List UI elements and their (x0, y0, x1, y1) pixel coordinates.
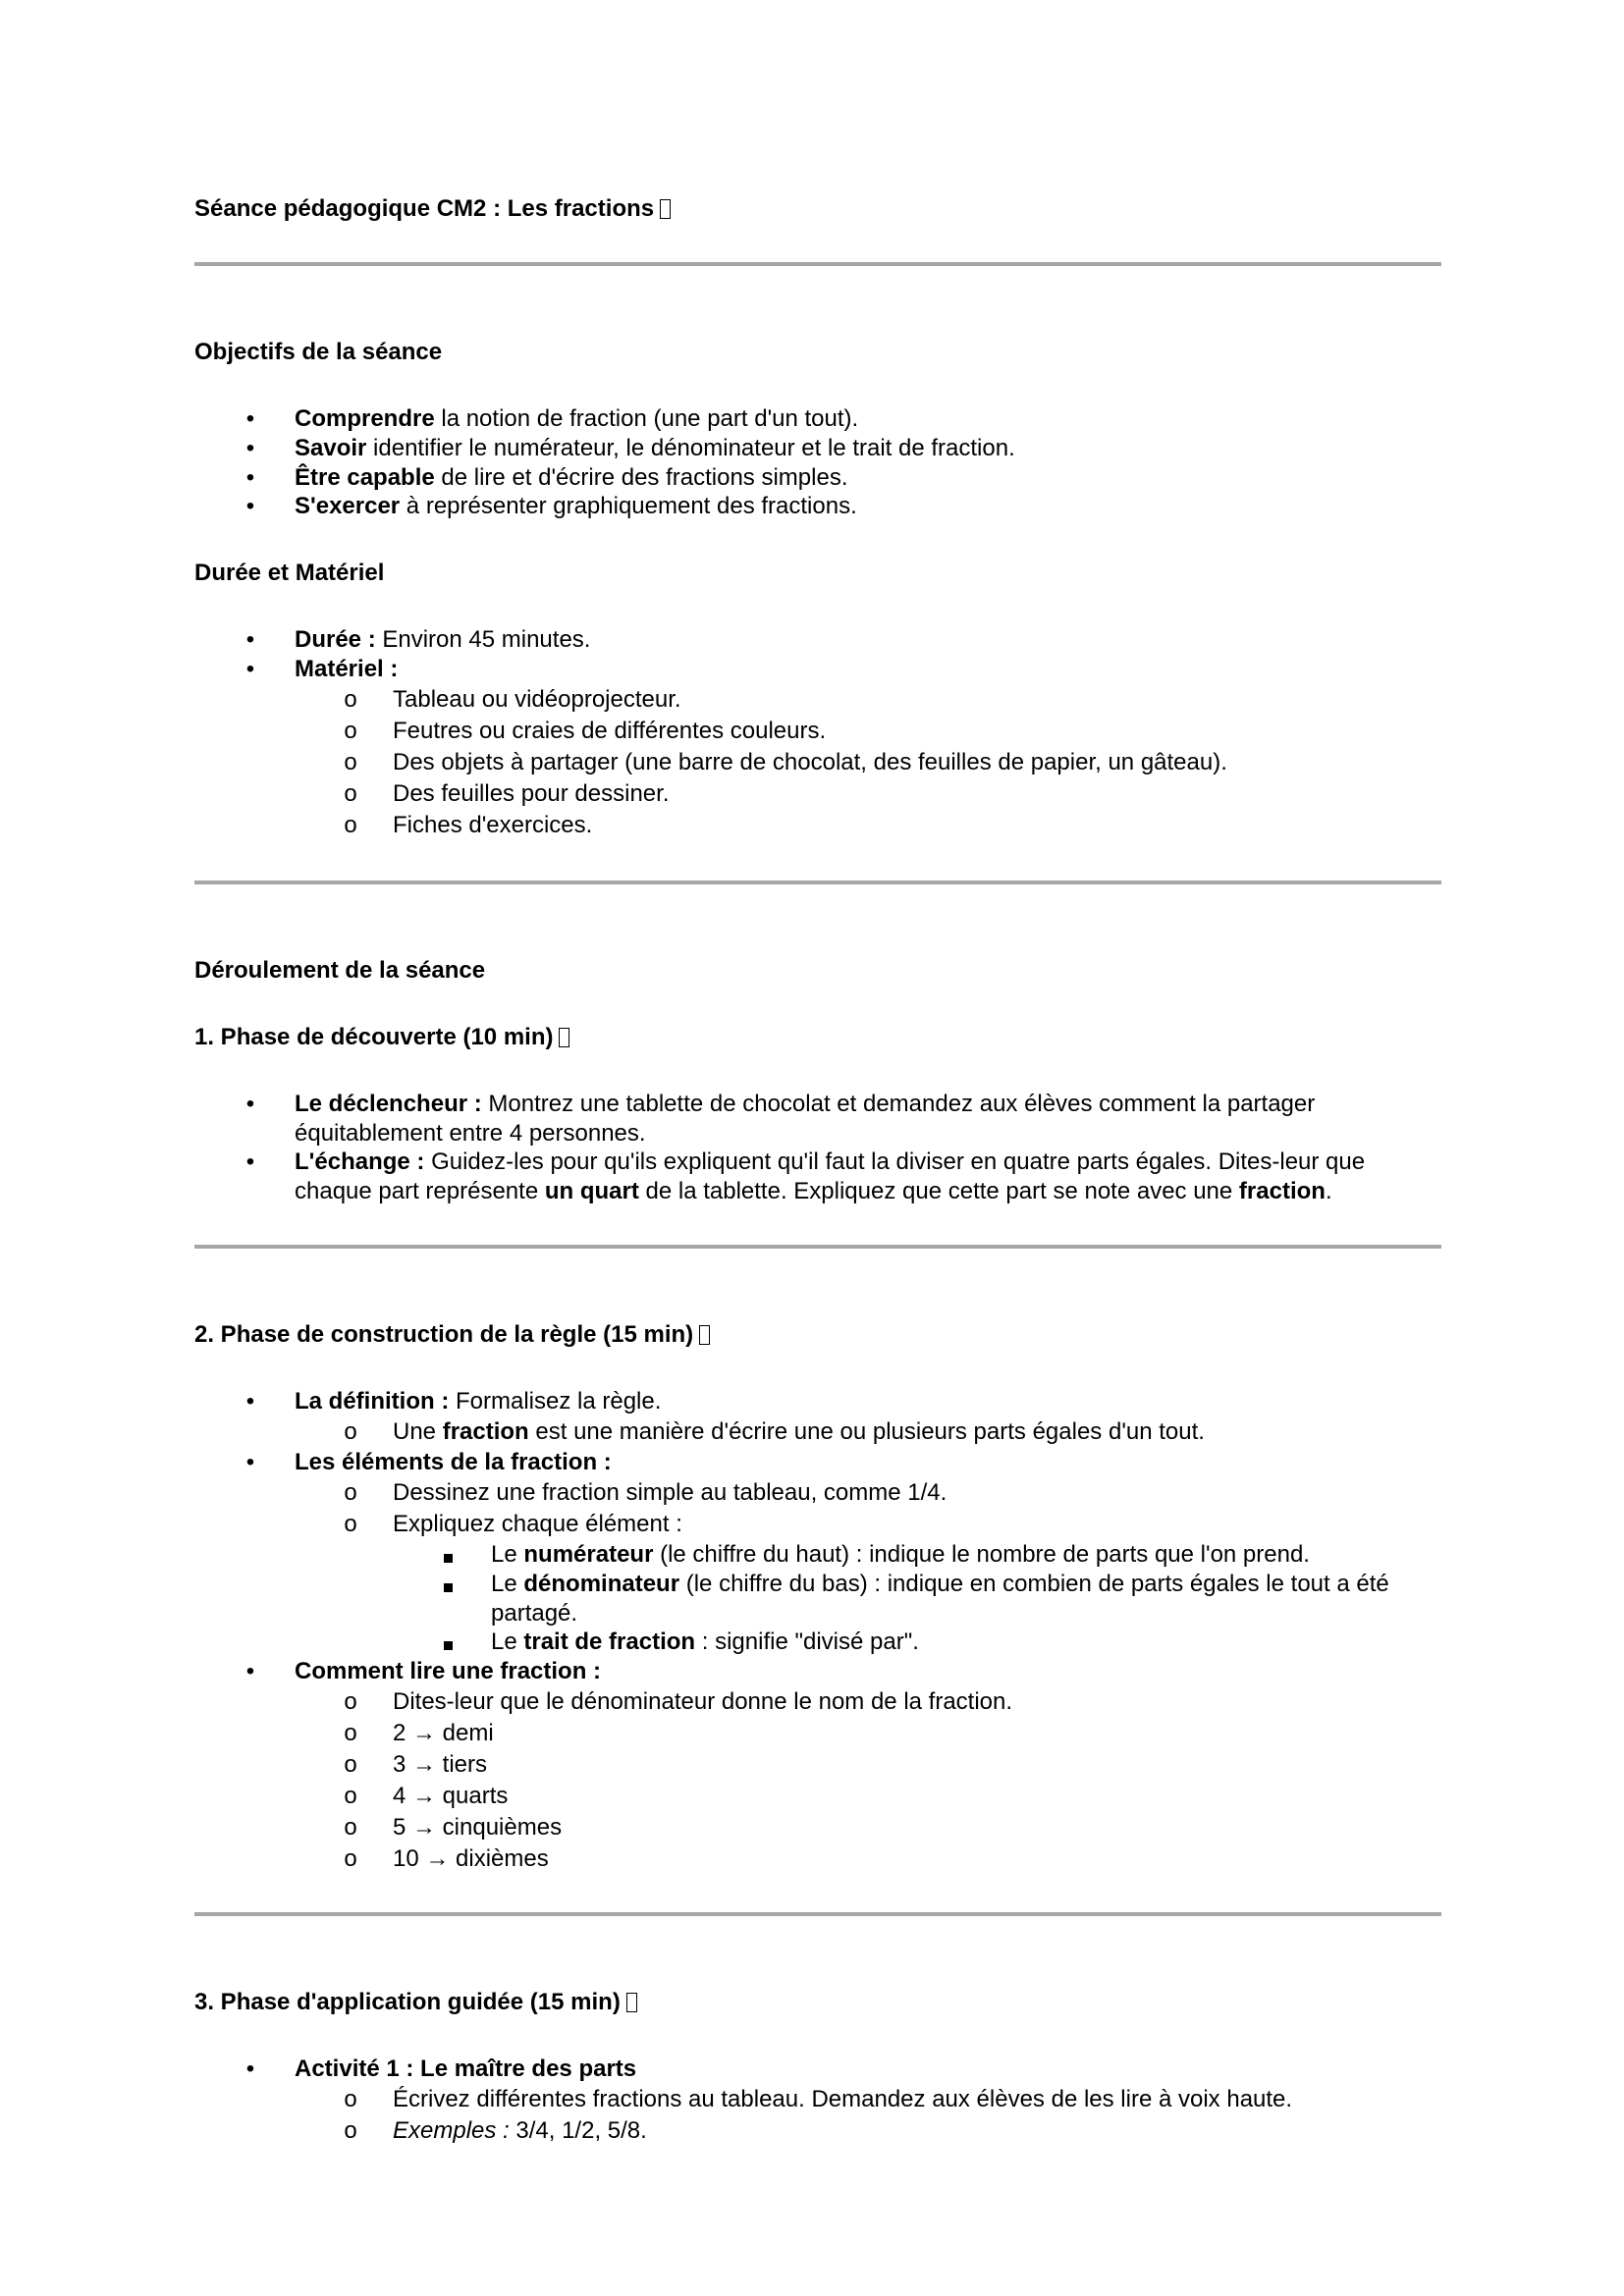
bullet-disc: • (245, 1091, 255, 1117)
bullet-circle: o (344, 1418, 357, 1445)
missing-glyph-icon (699, 1325, 710, 1345)
sub-list-item: Une fraction est une manière d'écrire une ou plusieurs parts égales d'un tout. (393, 1418, 1205, 1445)
divider (194, 881, 1441, 884)
section-heading-objectifs: Objectifs de la séance (194, 339, 443, 365)
divider (194, 1912, 1441, 1916)
sub-list-item: Dites-leur que le dénominateur donne le nom de la fraction. (393, 1688, 1013, 1715)
bullet-circle: o (344, 686, 357, 713)
bullet-circle: o (344, 1511, 357, 1537)
section-heading-duree: Durée et Matériel (194, 560, 385, 586)
bullet-circle: o (344, 1814, 357, 1841)
list-item: Comprendre la notion de fraction (une part d'un tout). (295, 405, 859, 432)
sub-list-item: Des feuilles pour dessiner. (393, 780, 670, 807)
phase1-heading: 1. Phase de découverte (10 min) (194, 1023, 569, 1052)
missing-glyph-icon (559, 1028, 569, 1047)
bullet-circle: o (344, 1751, 357, 1778)
bullet-circle: o (344, 1479, 357, 1506)
phase2-heading: 2. Phase de construction de la règle (15 min) (194, 1320, 710, 1350)
bullet-disc: • (245, 493, 255, 519)
bullet-circle: o (344, 1845, 357, 1872)
bullet-disc: • (245, 626, 255, 653)
divider (194, 262, 1441, 266)
list-item: Être capable de lire et d'écrire des fractions simples. (295, 464, 848, 491)
sub-sub-list-item-cont: partagé. (491, 1600, 578, 1627)
sub-list-item: 5 → cinquièmes (393, 1814, 563, 1841)
bullet-disc: • (245, 656, 255, 682)
list-item-echange-cont: chaque part représente un quart de la tablette. Expliquez que cette part se note avec une fraction. (295, 1178, 1332, 1204)
sub-sub-list-item: Le dénominateur (le chiffre du bas) : indique en combien de parts égales le tout a été (491, 1571, 1389, 1597)
section-heading-deroulement: Déroulement de la séance (194, 957, 486, 984)
sub-list-item: 2 → demi (393, 1720, 494, 1746)
sub-list-item: Dessinez une fraction simple au tableau, comme 1/4. (393, 1479, 947, 1506)
bullet-disc: • (245, 464, 255, 491)
bullet-circle: o (344, 718, 357, 744)
list-item-echange: L'échange : Guidez-les pour qu'ils expliquent qu'il faut la diviser en quatre parts égales. Dites-leur que (295, 1148, 1366, 1175)
bullet-disc: • (245, 405, 255, 432)
bullet-disc: • (245, 1658, 255, 1684)
bullet-circle: o (344, 1783, 357, 1809)
list-item: S'exercer à représenter graphiquement des fractions. (295, 493, 857, 519)
bullet-circle: o (344, 749, 357, 775)
bullet-circle: o (344, 780, 357, 807)
bullet-square (444, 1637, 453, 1655)
sub-list-item: Feutres ou craies de différentes couleurs. (393, 718, 827, 744)
bullet-circle: o (344, 1688, 357, 1715)
sub-sub-list-item: Le numérateur (le chiffre du haut) : indique le nombre de parts que l'on prend. (491, 1541, 1310, 1568)
list-item-elements: Les éléments de la fraction : (295, 1449, 612, 1475)
list-item-materiel: Matériel : (295, 656, 399, 682)
sub-list-item: Expliquez chaque élément : (393, 1511, 682, 1537)
sub-sub-list-item: Le trait de fraction : signifie "divisé par". (491, 1629, 919, 1655)
bullet-square (444, 1579, 453, 1597)
sub-list-item: 4 → quarts (393, 1783, 509, 1809)
missing-glyph-icon (660, 199, 671, 219)
bullet-disc: • (245, 1449, 255, 1475)
bullet-square (444, 1550, 453, 1568)
bullet-disc: • (245, 1148, 255, 1175)
list-item: Savoir identifier le numérateur, le dénominateur et le trait de fraction. (295, 435, 1015, 461)
list-item-lire: Comment lire une fraction : (295, 1658, 602, 1684)
bullet-disc: • (245, 435, 255, 461)
bullet-circle: o (344, 812, 357, 838)
bullet-circle: o (344, 1720, 357, 1746)
list-item-duree: Durée : Environ 45 minutes. (295, 626, 591, 653)
phase3-heading: 3. Phase d'application guidée (15 min) (194, 1988, 637, 2017)
page-title: Séance pédagogique CM2 : Les fractions (194, 194, 671, 224)
sub-list-item: 10 → dixièmes (393, 1845, 549, 1872)
sub-list-item: Exemples : 3/4, 1/2, 5/8. (393, 2117, 647, 2144)
list-item-definition: La définition : Formalisez la règle. (295, 1388, 662, 1415)
list-item-activite: Activité 1 : Le maître des parts (295, 2056, 637, 2082)
sub-list-item: Tableau ou vidéoprojecteur. (393, 686, 681, 713)
bullet-disc: • (245, 2056, 255, 2082)
sub-list-item: Des objets à partager (une barre de chocolat, des feuilles de papier, un gâteau). (393, 749, 1227, 775)
bullet-circle: o (344, 2086, 357, 2112)
bullet-disc: • (245, 1388, 255, 1415)
missing-glyph-icon (626, 1993, 637, 2012)
bullet-circle: o (344, 2117, 357, 2144)
divider (194, 1245, 1441, 1249)
sub-list-item: Écrivez différentes fractions au tableau. Demandez aux élèves de les lire à voix haute. (393, 2086, 1293, 2112)
sub-list-item: 3 → tiers (393, 1751, 488, 1778)
list-item-declencheur: Le déclencheur : Montrez une tablette de chocolat et demandez aux élèves comment la partager (295, 1091, 1316, 1117)
sub-list-item: Fiches d'exercices. (393, 812, 593, 838)
list-item-declencheur-cont: équitablement entre 4 personnes. (295, 1120, 646, 1147)
